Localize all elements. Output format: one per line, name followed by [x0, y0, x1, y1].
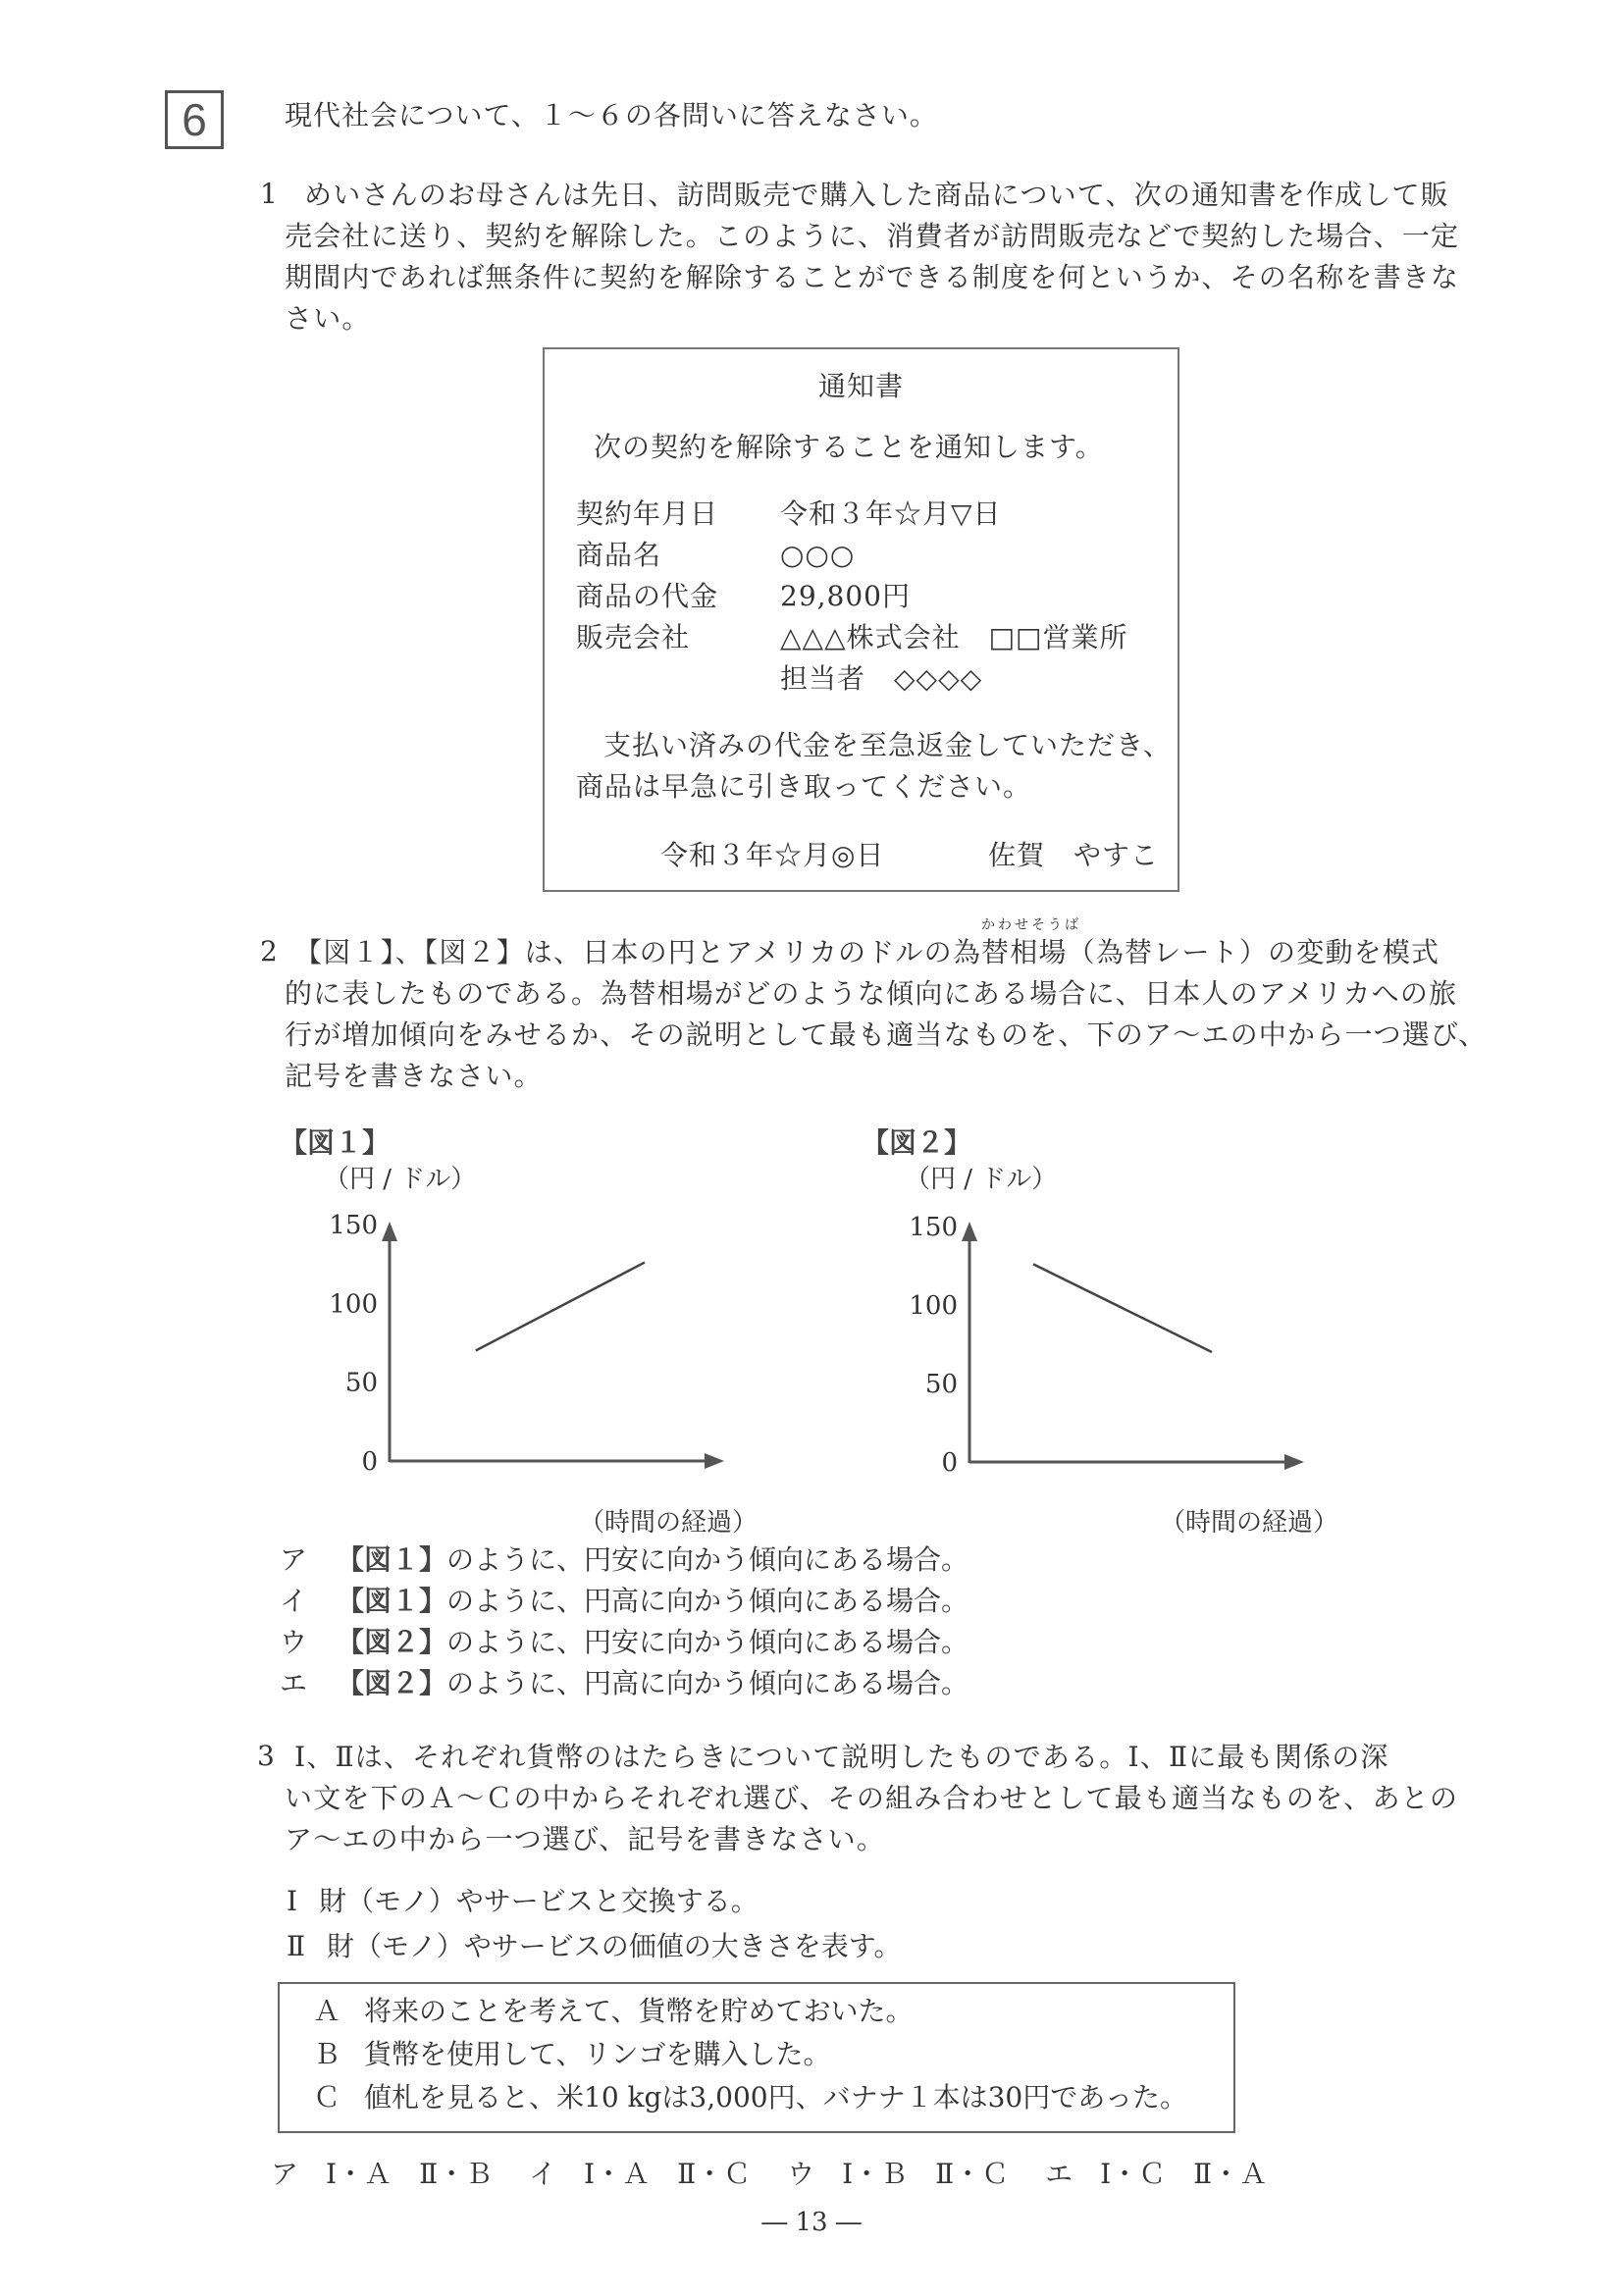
q2-ruby: かわせそうば [981, 917, 1081, 933]
fig2-ytick-label: 150 [909, 1213, 958, 1242]
notice-title: 通知書 [817, 370, 904, 402]
q3-statement-2 [287, 1927, 902, 1966]
statement-mark: Ⅱ [287, 1930, 306, 1962]
choice-mark: イ [280, 1585, 308, 1617]
page-number: ― 13 ― [761, 2208, 862, 2237]
option-pair-2: Ⅱ・Ｃ [935, 2158, 1010, 2190]
notice-row-value: ○○○ [780, 539, 856, 571]
box-item-mark: Ｃ [313, 2081, 341, 2113]
option-pair-1: Ⅰ・Ａ [326, 2158, 393, 2190]
notice-document-box [543, 347, 1179, 892]
statement-mark: Ⅰ [287, 1885, 298, 1917]
box-item-text: 将来のことを考えて、貨幣を貯めておいた。 [364, 1995, 914, 2027]
section-number-box: 6 [165, 90, 224, 149]
option-pair-2: Ⅱ・Ｂ [419, 2158, 494, 2190]
q3-number: 3 [257, 1740, 275, 1772]
choice-fig-ref: 【図２】 [337, 1667, 447, 1699]
notice-body-line-1: 支払い済みの代金を至急返金していただき、 [603, 729, 1172, 761]
notice-row-label: 販売会社 [576, 621, 691, 653]
notice-row-value: 令和３年☆月▽日 [780, 497, 1002, 530]
notice-row-value: 担当者 ◇◇◇◇ [780, 662, 983, 695]
option-mark: ウ [787, 2158, 815, 2190]
box-item-b [313, 2035, 830, 2074]
choice-mark: ウ [280, 1626, 308, 1658]
statement-text: 財（モノ）やサービスと交換する。 [319, 1885, 759, 1917]
fig2-ytick-label: 0 [941, 1448, 958, 1478]
q3-option-a[interactable] [271, 2158, 493, 2190]
q3-option-u[interactable] [787, 2158, 1009, 2190]
fig1-ytick-label: 100 [329, 1289, 378, 1320]
option-pair-1: Ⅰ・Ｃ [1100, 2158, 1167, 2190]
q2-choice-i[interactable] [280, 1582, 969, 1621]
notice-row-value: △△△株式会社 □□営業所 [780, 621, 1128, 653]
q1-line-1: めいさんのお母さんは先日、訪問販売で購入した商品について、次の通知書を作成して販 [304, 179, 1449, 211]
q2-line-2: 的に表したものである。為替相場がどのような傾向にある場合に、日本人のアメリカへの旅 [285, 977, 1458, 1010]
q3-line-3: ア～エの中から一つ選び、記号を書きなさい。 [285, 1823, 886, 1855]
option-pair-1: Ⅰ・Ａ [584, 2158, 651, 2190]
box-item-mark: Ｂ [313, 2038, 341, 2070]
notice-lead: 次の契約を解除することを通知します。 [594, 431, 1104, 463]
choice-text: のように、円安に向かう傾向にある場合。 [446, 1543, 969, 1576]
fig2-xlabel: （時間の経過） [1160, 1508, 1339, 1538]
q3-line-1: Ⅰ、Ⅱは、それぞれ貨幣のはたらきについて説明したものである。Ⅰ、Ⅱに最も関係の深 [294, 1741, 1389, 1773]
box-item-c [313, 2078, 1187, 2117]
option-pair-2: Ⅱ・Ａ [1193, 2158, 1268, 2190]
q2-line-4: 記号を書きなさい。 [285, 1060, 543, 1092]
fig1-ytick-label: 0 [361, 1447, 378, 1477]
choice-text: のように、円高に向かう傾向にある場合。 [446, 1667, 969, 1699]
notice-date: 令和３年☆月◎日 [660, 839, 885, 871]
option-mark: イ [529, 2158, 557, 2190]
q1-line-2: 売会社に送り、契約を解除した。このように、消費者が訪問販売などで契約した場合、一定 [285, 220, 1460, 252]
notice-body-line-2: 商品は早急に引き取ってください。 [576, 770, 1032, 803]
fig1-title: 【図１】 [280, 1126, 391, 1159]
fig1-ylabel: （円 / ドル） [324, 1165, 477, 1194]
q2-line-3: 行が増加傾向をみせるか、その説明として最も適当なものを、下のア～エの中から一つ選び、 [285, 1018, 1488, 1051]
q2-number: 2 [260, 935, 278, 967]
fig2-chart [844, 1158, 1354, 1540]
box-item-text: 値札を見ると、米10 kgは3,000円、バナナ１本は30円であった。 [364, 2081, 1187, 2113]
option-mark: エ [1045, 2158, 1073, 2190]
choice-fig-ref: 【図１】 [337, 1543, 447, 1576]
box-item-a [313, 1992, 913, 2031]
fig1-x-arrow [705, 1453, 724, 1469]
q3-answer-options [271, 2155, 1267, 2194]
fig2-x-arrow [1284, 1454, 1304, 1470]
q2-choice-a[interactable] [280, 1540, 969, 1580]
fig2-ytick-label: 50 [924, 1370, 958, 1399]
q2-line-1: 【図１】、【図２】は、日本の円とアメリカのドルの為替相場（為替レート）の変動を模式 [294, 936, 1440, 968]
notice-row-value: 29,800円 [780, 580, 911, 612]
choice-text: のように、円安に向かう傾向にある場合。 [446, 1626, 969, 1658]
q3-option-e[interactable] [1045, 2158, 1267, 2190]
q3-option-i[interactable] [529, 2158, 751, 2190]
fig1-chart [255, 1158, 765, 1540]
choice-fig-ref: 【図１】 [337, 1585, 447, 1617]
q1-number: 1 [260, 178, 278, 210]
q2-choice-u[interactable] [280, 1623, 969, 1662]
q1-line-4: さい。 [285, 302, 371, 335]
fig2-ylabel: （円 / ドル） [905, 1165, 1058, 1194]
q3-statement-1 [287, 1882, 759, 1921]
choice-mark: エ [280, 1667, 308, 1699]
fig1-y-arrow [382, 1222, 397, 1241]
q2-choice-e[interactable] [280, 1664, 969, 1703]
fig2-title: 【図２】 [862, 1126, 972, 1159]
choice-text: のように、円高に向かう傾向にある場合。 [446, 1585, 969, 1617]
fig2-y-arrow [962, 1222, 977, 1241]
notice-row-label: 商品名 [576, 539, 662, 571]
option-mark: ア [271, 2158, 299, 2190]
fig1-ytick-label: 150 [329, 1211, 378, 1240]
fig2-series-line [1033, 1264, 1212, 1352]
option-pair-1: Ⅰ・Ｂ [842, 2158, 909, 2190]
notice-row-label: 契約年月日 [576, 497, 719, 530]
statement-text: 財（モノ）やサービスの価値の大きさを表す。 [327, 1930, 902, 1962]
fig1-ytick-label: 50 [344, 1368, 378, 1398]
q1-line-3: 期間内であれば無条件に契約を解除することができる制度を何というか、その名称を書きな [285, 261, 1460, 293]
q3-options-box [278, 1982, 1235, 2133]
section-intro: 現代社会について、１～６の各問いに答えなさい。 [285, 99, 938, 131]
choice-fig-ref: 【図２】 [337, 1626, 447, 1658]
fig1-series-line [476, 1263, 645, 1351]
choice-mark: ア [280, 1543, 308, 1576]
notice-signer: 佐賀 やすこ [988, 839, 1160, 871]
option-pair-2: Ⅱ・Ｃ [677, 2158, 752, 2190]
fig2-ytick-label: 100 [909, 1291, 958, 1321]
q3-line-2: い文を下のＡ～Ｃの中からそれぞれ選び、その組み合わせとして最も適当なものを、あとの [285, 1782, 1459, 1814]
fig1-xlabel: （時間の経過） [579, 1508, 759, 1538]
box-item-text: 貨幣を使用して、リンゴを購入した。 [364, 2038, 831, 2070]
notice-row-label: 商品の代金 [576, 580, 719, 612]
box-item-mark: Ａ [313, 1995, 341, 2027]
